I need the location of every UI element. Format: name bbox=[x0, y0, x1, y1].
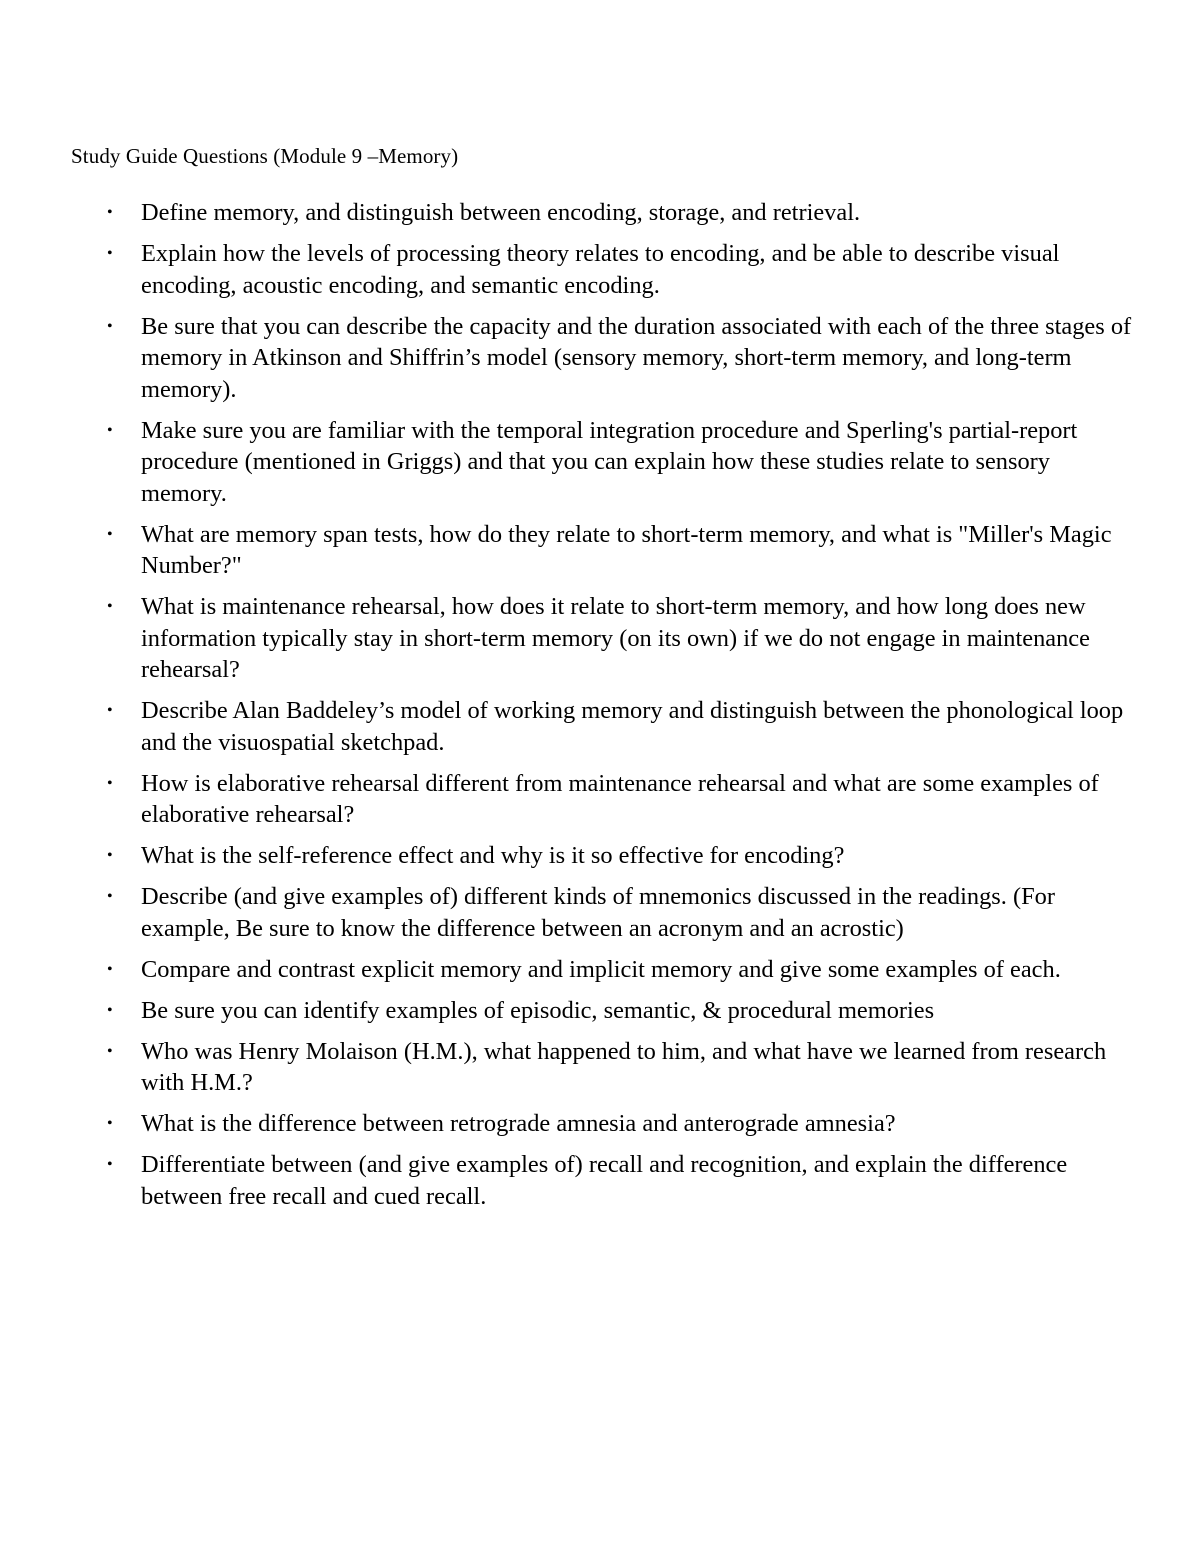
question-text: What is maintenance rehearsal, how does it relate to short-term memory, and how long does new information typically stay in short-term memory (on its own) if we do not engage in maintenance rehearsal? bbox=[141, 593, 1090, 683]
question-item bbox=[0, 695, 1141, 758]
bullet-icon: • bbox=[107, 598, 113, 615]
bullet-icon: • bbox=[107, 847, 113, 864]
bullet-icon: • bbox=[107, 1001, 113, 1019]
question-item bbox=[0, 768, 1141, 831]
bullet-icon: • bbox=[107, 204, 113, 221]
question-item bbox=[0, 840, 1141, 872]
page-title: Study Guide Questions (Module 9 –Memory) bbox=[71, 144, 459, 168]
question-text: Describe (and give examples of) different kinds of mnemonics discussed in the readings. (For example, Be sure to know the difference between an acronym and an acrostic) bbox=[141, 883, 1055, 942]
question-text: Make sure you are familiar with the temporal integration procedure and Sperling's partial-report procedure (mentioned in Griggs) and that you can explain how these studies relate to sensory memory. bbox=[141, 416, 1078, 507]
question-text: Be sure that you can describe the capacity and the duration associated with each of the three stages of memory in Atkinson and Shiffrin’s model (sensory memory, short-term memory, and long-term memory). bbox=[141, 312, 1132, 403]
question-text: What is the difference between retrograde amnesia and anterograde amnesia? bbox=[141, 1110, 896, 1137]
question-text: Define memory, and distinguish between encoding, storage, and retrieval. bbox=[141, 199, 861, 226]
question-text: Differentiate between (and give examples of) recall and recognition, and explain the difference between free recall and cued recall. bbox=[141, 1151, 1068, 1210]
bullet-icon: • bbox=[107, 888, 113, 905]
bullet-icon: • bbox=[107, 774, 113, 792]
question-item bbox=[0, 591, 1141, 686]
bullet-icon: • bbox=[107, 960, 113, 978]
bullet-icon: • bbox=[107, 1115, 113, 1132]
question-item bbox=[0, 881, 1141, 944]
bullet-icon: • bbox=[107, 1156, 113, 1173]
question-item bbox=[0, 1108, 1141, 1140]
question-text: Explain how the levels of processing theory relates to encoding, and be able to describe visual encoding, acoustic encoding, and semantic encoding. bbox=[141, 240, 1060, 299]
question-item bbox=[0, 197, 1141, 229]
bullet-icon: • bbox=[107, 245, 113, 262]
question-item bbox=[0, 995, 1141, 1027]
question-item bbox=[0, 1149, 1141, 1212]
question-item bbox=[0, 954, 1141, 986]
bullet-icon: • bbox=[107, 1042, 113, 1060]
question-text: What is the self-reference effect and why is it so effective for encoding? bbox=[141, 842, 845, 869]
question-text: Be sure you can identify examples of episodic, semantic, & procedural memories bbox=[141, 996, 935, 1024]
question-text: Who was Henry Molaison (H.M.), what happened to him, and what have we learned from research with H.M.? bbox=[141, 1037, 1107, 1096]
bullet-icon: • bbox=[107, 525, 113, 543]
question-text: Compare and contrast explicit memory and implicit memory and give some examples of each. bbox=[141, 955, 1061, 983]
bullet-icon: • bbox=[107, 421, 113, 439]
bullet-icon: • bbox=[107, 317, 113, 335]
question-list bbox=[0, 197, 1200, 1222]
question-text: What are memory span tests, how do they relate to short-term memory, and what is "Miller's Magic Number?" bbox=[141, 520, 1112, 579]
question-item bbox=[0, 519, 1141, 582]
question-text: Describe Alan Baddeley’s model of working memory and distinguish between the phonological loop and the visuospatial sketchpad. bbox=[141, 697, 1124, 756]
question-item bbox=[0, 1036, 1141, 1099]
question-item bbox=[0, 311, 1141, 406]
question-item bbox=[0, 415, 1141, 510]
question-item bbox=[0, 238, 1141, 301]
bullet-icon: • bbox=[107, 702, 113, 719]
question-text: How is elaborative rehearsal different from maintenance rehearsal and what are some examples of elaborative rehearsal? bbox=[141, 769, 1099, 828]
